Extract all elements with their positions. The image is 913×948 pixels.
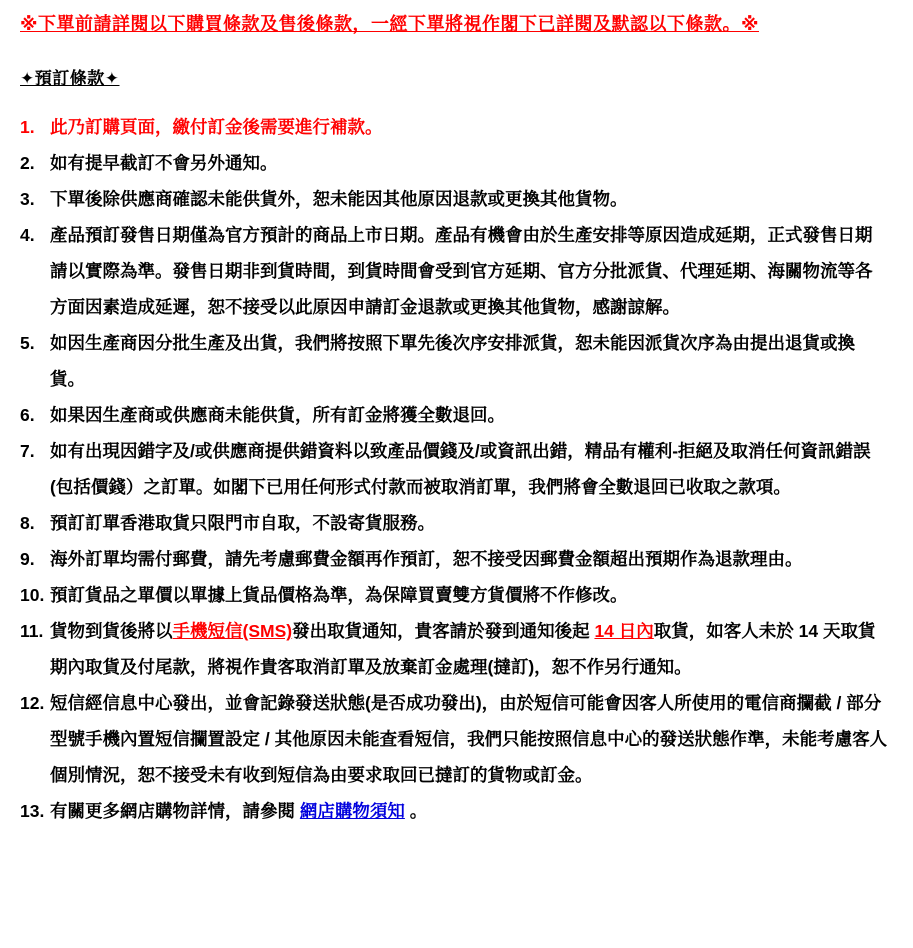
term-item-2 <box>20 145 889 181</box>
term-number: 1. <box>20 117 35 138</box>
term-item-10 <box>20 577 889 613</box>
term-number: 5. <box>20 333 35 354</box>
term-number: 12. <box>20 693 45 714</box>
term-item-7 <box>20 433 889 505</box>
term-text-part: 短信經信息中心發出，並會記錄發送狀態(是否成功發出)，由於短信可能會因客人所使用的電信商攔截 / 部分型號手機內置短信攔置設定 / 其他原因未能查看短信，我們只能按照信息中心的發送狀態作準，未能考慮客人個別情況，恕不接受未有收到短信為由要求取回已撻訂的貨物或訂金。 <box>50 693 888 786</box>
term-item-1 <box>20 109 889 145</box>
highlighted-term-text: 手機短信(SMS) <box>172 621 293 642</box>
preorder-terms-section-title: ✦預訂條款✦ <box>20 69 120 89</box>
term-number: 13. <box>20 801 45 822</box>
term-text-part: 如果因生產商或供應商未能供貨，所有訂金將獲全數退回。 <box>50 405 505 426</box>
term-item-12 <box>20 685 889 793</box>
term-text-part: 產品預訂發售日期僅為官方預計的商品上市日期。產品有機會由於生產安排等原因造成延期，正式發售日期請以實際為準。發售日期非到貨時間，到貨時間會受到官方延期、官方分批派貨、代理延期、海關物流等各方面因素造成延遲，恕不接受以此原因申請訂金退款或更換其他貨物，感謝諒解。 <box>50 225 873 318</box>
term-text-part: 如有出現因錯字及/或供應商提供錯資料以致產品價錢及/或資訊出錯，精品有權利-拒絕及取消任何資訊錯誤(包括價錢）之訂單。如閣下已用任何形式付款而被取消訂單，我們將會全數退回已收取之款項。 <box>50 441 871 498</box>
term-text <box>50 541 889 577</box>
term-text-part: 預訂訂單香港取貨只限門市自取，不設寄貨服務。 <box>50 513 435 534</box>
term-text-part: 海外訂單均需付郵費，請先考慮郵費金額再作預訂，恕不接受因郵費金額超出預期作為退款理由。 <box>50 549 803 570</box>
term-text <box>50 433 889 505</box>
term-item-5 <box>20 325 889 397</box>
term-number: 10. <box>20 585 45 606</box>
red-term-text: 此乃訂購頁面，繳付訂金後需要進行補款。 <box>50 117 383 138</box>
term-number: 2. <box>20 153 35 174</box>
term-item-4 <box>20 217 889 325</box>
term-text-part: 取貨，如客人未於 14 天取貨期內取貨及付尾款，將視作貴客取消訂單及放棄訂金處理(撻訂)，恕不作另行通知。 <box>50 621 876 678</box>
term-text <box>50 181 889 217</box>
term-number: 11. <box>20 621 44 642</box>
term-number: 9. <box>20 549 35 570</box>
term-item-6 <box>20 397 889 433</box>
term-text <box>50 145 889 181</box>
term-item-3 <box>20 181 889 217</box>
term-text <box>50 577 889 613</box>
highlighted-term-text: 14 日內 <box>594 621 654 642</box>
term-item-8 <box>20 505 889 541</box>
term-text-part: 。 <box>404 801 428 822</box>
term-text <box>50 109 889 145</box>
term-number: 3. <box>20 189 35 210</box>
term-text-part: 發出取貨通知，貴客請於發到通知後起 <box>292 621 595 642</box>
term-text-part: 有關更多網店購物詳情，請參閱 <box>50 801 300 822</box>
term-text <box>50 793 889 829</box>
term-text-part: 如因生產商因分批生產及出貨，我們將按照下單先後次序安排派貨，恕未能因派貨次序為由提出退貨或換貨。 <box>50 333 855 390</box>
term-text-part: 下單後除供應商確認未能供貨外，恕未能因其他原因退款或更換其他貨物。 <box>50 189 628 210</box>
term-text-part: 如有提早截訂不會另外通知。 <box>50 153 278 174</box>
term-text <box>50 217 889 325</box>
store-shopping-guide-link[interactable]: 網店購物須知 <box>299 801 405 822</box>
term-number: 8. <box>20 513 35 534</box>
term-text <box>50 685 889 793</box>
term-item-13 <box>20 793 889 829</box>
term-text <box>50 505 889 541</box>
term-text-part: 貨物到貨後將以 <box>50 621 173 642</box>
term-item-9 <box>20 541 889 577</box>
term-text <box>50 613 889 685</box>
term-text <box>50 397 889 433</box>
term-number: 4. <box>20 225 35 246</box>
terms-list <box>20 109 889 829</box>
purchase-notice-header: ※下單前請詳閱以下購買條款及售後條款，一經下單將視作閣下已詳閱及默認以下條款。※ <box>20 14 759 34</box>
term-text <box>50 325 889 397</box>
term-number: 7. <box>20 441 35 462</box>
term-item-11 <box>20 613 889 685</box>
term-text-part: 預訂貨品之單價以單據上貨品價格為準，為保障買賣雙方貨價將不作修改。 <box>50 585 628 606</box>
term-number: 6. <box>20 405 35 426</box>
